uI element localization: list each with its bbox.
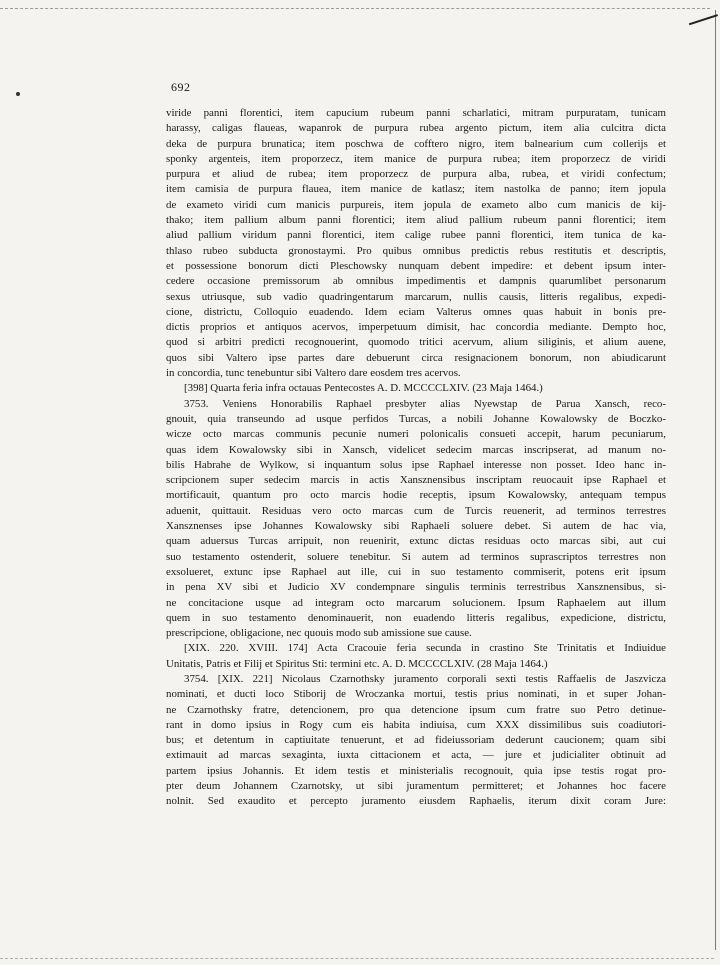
text-line: mortificauit, quantum pro octo marcis hodie receptis, ipsum Kowalowsky, antequam tempus [166,489,666,502]
text-line: cione, districtu, Colloquio euadendo. Idem eciam Valterus omnes quas habuit in bonis pre- [166,305,666,318]
text-line: rant in domo ipsius in Rogy cum eis habita indiuisa, cum XXX dissimilibus suis coadiutori- [166,718,666,731]
text-line: nominati, et ducti loco Stiborij de Wroczanka mortui, testis prius nominati, in et super Johan- [166,688,666,701]
text-line: item camisia de purpura flauea, item manice de katlasz; item nastolka de panno; item jopula [166,183,666,196]
scan-top-edge [0,8,710,9]
text-line: quas idem Kowalowsky sibi in Xansch, videlicet sedecim marcas inscripserat, ad manum no- [166,443,666,456]
text-line: thako; item pallium album panni florentici; item aliud pallium rubeum panni florentici; item [166,214,666,227]
text-line: cedere occasione premissorum ab omnibus impedimentis et dampnis quarumlibet personarum [166,275,666,288]
text-line: ne Czarnothsky fratre, detencionem, pro qua detencione ipsum cum fratre suo Petro detinue- [166,703,666,716]
text-line: nolnit. Sed exaudito et percepto juramento eiusdem Raphaelis, iterum dixit coram Jure: [166,795,666,808]
text-line: wicze octo marcas communis pecunie numeri polonicalis consueti accepit, harum pecuniarum, [166,428,666,441]
text-line: Unitatis, Patris et Filij et Spiritus Sti: termini etc. A. D. MCCCCLXIV. (28 Maja 1464.) [166,657,548,670]
text-line: extimauit ad marcas sexaginta, iuxta cittacionem et acta, — jure et judicialiter obtinuit ad [166,749,666,762]
text-line: quam aduersus Turcas arripuit, non reuenirit, extunc dictas residuas octo marcas sibi, aut cui [166,535,666,548]
text-line: in pena XV sibi et Judicio XV condempnare singulis terminis terrestribus Xansznensibus, si- [166,581,666,594]
scan-bottom-edge [0,958,714,959]
text-line: thlaso rubeo subducta gronostaymi. Pro quibus omnibus predictis rebus restitutis et descriptis, [166,244,666,257]
text-line: 3754. [XIX. 221] Nicolaus Czarnothsky juramento corporali sexti testis Raffaelis de Jaszvicza [184,672,666,685]
text-line: pter deum Johannem Czarnotsky, ut sibi juramentum permitteret; et Johannes hoc facere [166,780,666,793]
text-line: ne concitacione usque ad integram octo marcarum solucionem. Ipsum Raphaelem aut illum [166,596,666,609]
text-line: deka de purpura brunatica; item poschwa de cofftero nigro, item balnearium cum collerijs et [166,137,666,150]
text-line: bus; et detentum in captiuitate tenuerunt, et ad fideiussoriam dederunt caucionem; quam sibi [166,734,666,747]
text-line: aduenit, quittauit. Residuas vero octo marcas cum de Turcis reuenerit, ad terminos terrestres [166,504,666,517]
text-line: in concordia, tunc tenebuntur sibi Valtero dare eosdem tres acervos. [166,367,461,380]
text-line: purpura et aliud de rubea; item proporzecz de purpura alba, rubea, et viridi confectum; [166,168,666,181]
text-line: dictis proprios et antiquos acervos, imperpetuum dimisit, hac concordia mediante. Dempto hoc, [166,321,666,334]
text-line: [XIX. 220. XVIII. 174] Acta Cracouie feria secunda in crastino Ste Trinitatis et Indiuidue [184,642,666,655]
document-body [166,106,666,810]
text-line: scripcionem super sedecim marcis in actis Xansznensibus inscriptam reuocauit ipse Raphael et [166,474,666,487]
text-line: de exameto viridi cum manicis purpureis, item jopula de exameto albo cum manicis de kij- [166,198,666,211]
text-line: 3753. Veniens Honorabilis Raphael presbyter alias Nyewstap de Parua Xansch, reco- [184,397,666,410]
scan-speck [16,92,20,96]
text-line: sexus utriusque, sub vadio quadringentarum marcarum, nullis causis, litteris regalibus, expedi- [166,290,666,303]
text-line: quos sibi Valtero ipse partes dare debuerunt circa resignacionem bonorum, non abiudicarunt [166,351,666,364]
scan-right-edge [715,10,716,950]
page-number: 692 [171,80,191,94]
text-line: [398] Quarta feria infra octauas Pentecostes A. D. MCCCCLXIV. (23 Maja 1464.) [184,382,543,395]
text-line: Xansznenses ipse Johannes Kowalowsky sibi Raphaeli soluere debet. Si autem de hac via, [166,520,666,533]
scan-corner-mark [685,1,718,25]
text-line: viride panni florentici, item capucium rubeum panni scharlatici, mitram purpuratam, tunicam [166,107,666,119]
text-line: suo testamento ostenderit, soluere tenebitur. Si autem ad terminos suprascriptos terrestres non [166,550,666,563]
text-line: partem ipsius Johannis. Et idem testis et ministerialis recognouit, quia ipse testis rogat pro- [166,764,666,777]
text-line: quod si arbitri predicti recognouerint, quomodo tritici acervum, alium siliginis, et alium auene, [166,336,666,349]
text-line: harassy, caligas flaueas, wapanrok de purpura rubea argento pictum, item alia culcitra dicta [166,122,666,135]
text-line: exsolueret, extunc ipse Raphael aut ille, cui in suo testamento commiserit, potens erit ipsum [166,565,666,578]
text-line: gnouit, quia transeundo ad usque perfidos Turcas, a nobili Johanne Kowalowsky de Boczko- [166,412,666,425]
text-line: et possessione bonorum dicti Pleschowsky nunquam debent impedire: et debent ipsum inter- [166,259,666,272]
text-line: bilis Habrahe de Wylkow, si inquantum solus ipse Raphael interesse non posset. Ideo hanc in- [166,458,666,471]
text-line: prescripcione, obligacione, nec quouis modo sub amissione sue cause. [166,627,472,640]
text-line: aliud pallium viridum panni florentici, item calige rubee panni florentici, item tunica de ka- [166,229,666,242]
text-line: sponky argenteis, item proporzecz, item manice de purpura rubea; item proporzecz de viridi [166,152,666,165]
text-line: quem in suo testamento denominauerit, non euadendo litteris regalibus, expedicione, districtu, [166,611,666,624]
